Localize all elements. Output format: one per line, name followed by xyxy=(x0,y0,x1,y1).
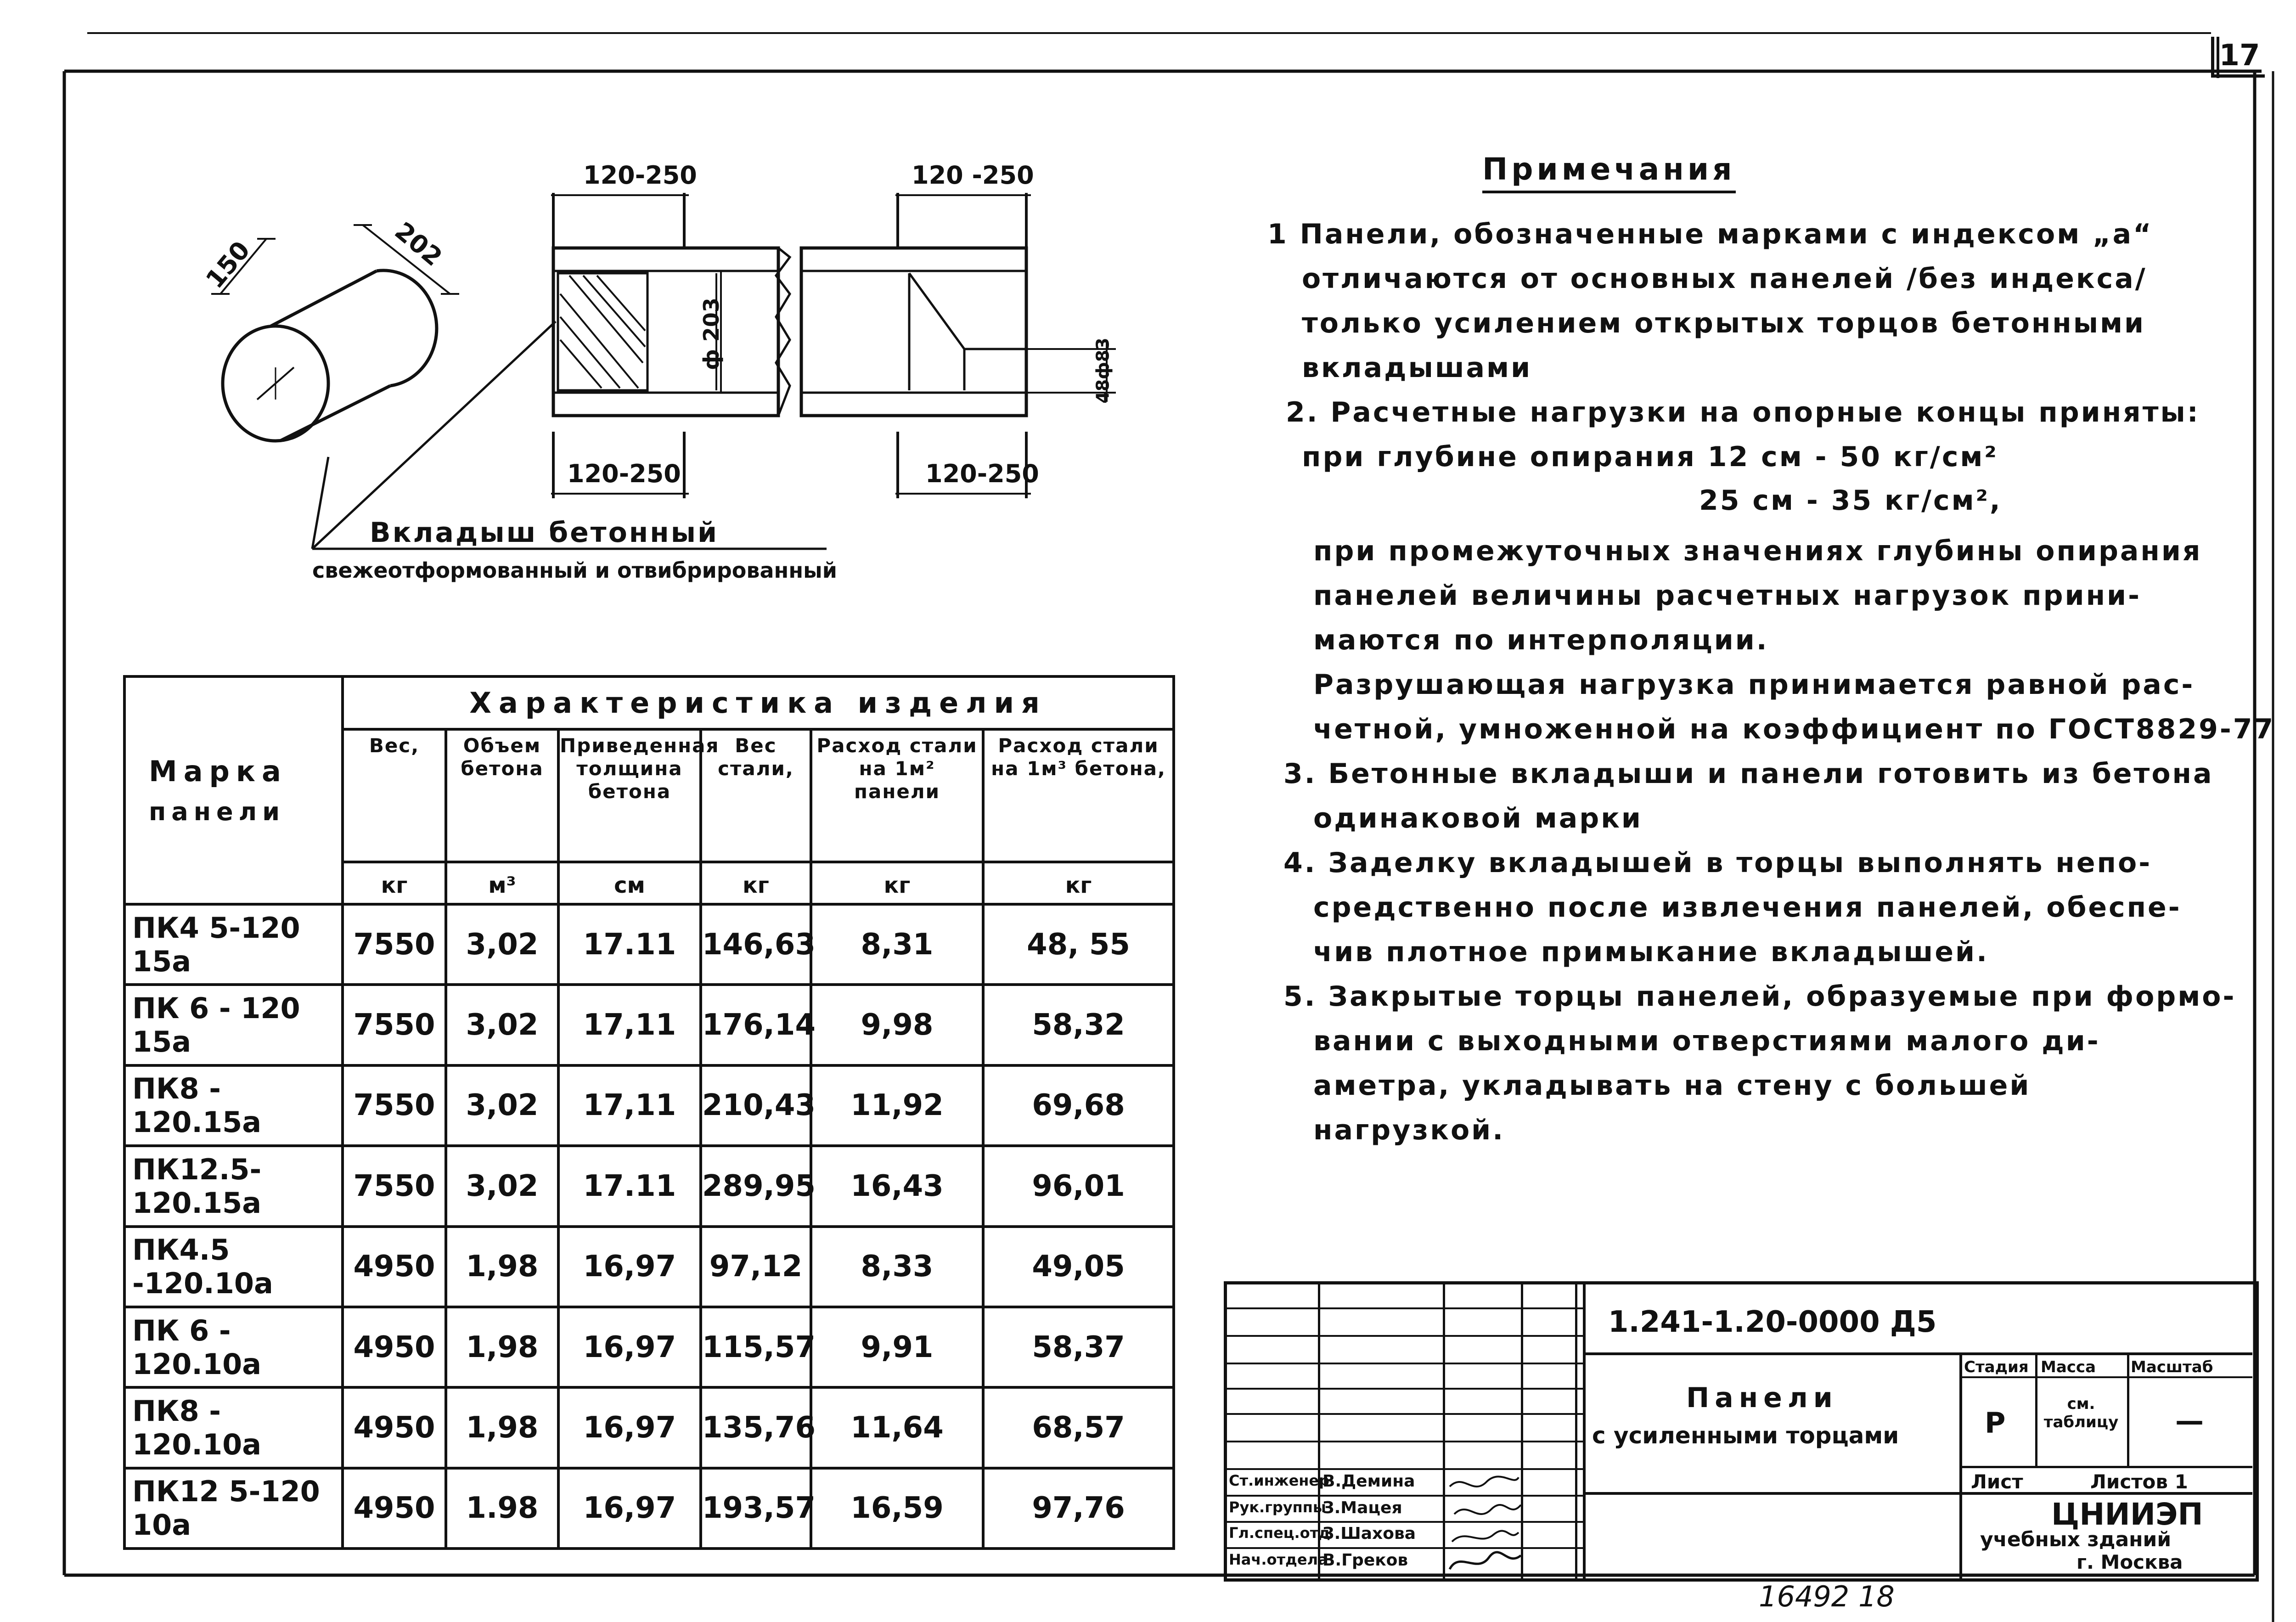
org-line3: г. Москва xyxy=(2077,1551,2183,1573)
note-line: вании с выходными отверстиями малого ди- xyxy=(1313,1025,2100,1057)
note-line: аметра, укладывать на стену с большей xyxy=(1313,1070,2031,1102)
col-label: Расход стали на 1м³ бетона, xyxy=(983,729,1174,862)
note-line: 1 Панели, обозначенные марками с индексом „а“ xyxy=(1267,218,2153,250)
cell: 69,68 xyxy=(983,1065,1174,1146)
note-line: отличаются от основных панелей /без индекса/ xyxy=(1302,263,2147,295)
cell: 96,01 xyxy=(983,1146,1174,1226)
signature-name: В.Демина xyxy=(1322,1472,1415,1491)
signature-scribbles xyxy=(1445,1468,1523,1578)
cell: 7550 xyxy=(343,985,446,1065)
note-line: нагрузкой. xyxy=(1313,1114,1505,1146)
note-line: средственно после извлечения панелей, обеспе- xyxy=(1313,891,2182,924)
cell: 97,12 xyxy=(701,1227,811,1307)
note-line: панелей величины расчетных нагрузок прини- xyxy=(1313,580,2141,612)
panel-mark: ПК12.5-120.15а xyxy=(124,1146,343,1226)
insert-caption-line1: Вкладыш бетонный xyxy=(370,517,719,549)
cell: 9,91 xyxy=(811,1307,983,1387)
cell: 58,37 xyxy=(983,1307,1174,1387)
cell: 16,97 xyxy=(558,1227,701,1307)
table-row xyxy=(124,1065,1174,1146)
col-unit: кг xyxy=(811,862,983,904)
title-line2: с усиленными торцами xyxy=(1592,1422,1899,1449)
cell: 16,97 xyxy=(558,1307,701,1387)
cell: 4950 xyxy=(343,1227,446,1307)
cell: 4950 xyxy=(343,1468,446,1549)
col-unit: м³ xyxy=(446,862,558,904)
col-label: Вес, xyxy=(343,729,446,862)
notes-title: Примечания xyxy=(1482,152,1736,193)
insert-caption-line2: свежеотформованный и отвибрированный xyxy=(312,558,837,583)
scale-value: — xyxy=(2175,1404,2204,1437)
cell: 146,63 xyxy=(701,904,811,985)
col-label: Вес стали, xyxy=(701,729,811,862)
table-row xyxy=(124,1307,1174,1387)
stage-label: Стадия xyxy=(1964,1358,2029,1376)
cell: 11,64 xyxy=(811,1387,983,1468)
panel-mark: ПК4.5 -120.10а xyxy=(124,1227,343,1307)
group-header: Характеристика изделия xyxy=(343,676,1174,729)
note-line: 2. Расчетные нагрузки на опорные концы приняты: xyxy=(1286,396,2200,428)
table-row xyxy=(124,1227,1174,1307)
col-unit: см xyxy=(558,862,701,904)
col-unit: кг xyxy=(701,862,811,904)
cell: 8,33 xyxy=(811,1227,983,1307)
col-label: Расход стали на 1м² панели xyxy=(811,729,983,862)
cell: 176,14 xyxy=(701,985,811,1065)
cell: 115,57 xyxy=(701,1307,811,1387)
signature-role: Рук.группы xyxy=(1229,1498,1326,1516)
cell: 135,76 xyxy=(701,1387,811,1468)
cell: 1.98 xyxy=(446,1468,558,1549)
dim-small-hole-label: 48ф83 xyxy=(1092,338,1113,404)
table-row xyxy=(124,1468,1174,1549)
cell: 9,98 xyxy=(811,985,983,1065)
cell: 58,32 xyxy=(983,985,1174,1065)
cell: 68,57 xyxy=(983,1387,1174,1468)
archive-number: 16492 18 xyxy=(1759,1580,1895,1613)
note-line: 3. Бетонные вкладыши и панели готовить из бетона xyxy=(1283,758,2214,790)
cell: 3,02 xyxy=(446,1065,558,1146)
table-header-row xyxy=(124,676,1174,729)
signature-role: Гл.спец.отд xyxy=(1229,1524,1331,1542)
table-row xyxy=(124,1146,1174,1226)
dim-top-left: 120-250 xyxy=(583,161,697,190)
panel-mark: ПК12 5-120 10а xyxy=(124,1468,343,1549)
table-row xyxy=(124,1387,1174,1468)
cell: 16,43 xyxy=(811,1146,983,1226)
panel-section-left xyxy=(553,248,790,416)
panel-mark: ПК4 5-120 15а xyxy=(124,904,343,985)
org-line2: учебных зданий xyxy=(1980,1528,2172,1551)
cell: 1,98 xyxy=(446,1307,558,1387)
panel-mark: ПК 6 - 120.10а xyxy=(124,1307,343,1387)
note-line: при промежуточных значениях глубины опирания xyxy=(1313,535,2202,567)
dim-hole-label: ф 203 xyxy=(698,298,724,370)
sheets-label: Листов 1 xyxy=(2090,1470,2188,1493)
panel-mark: ПК8 - 120.10а xyxy=(124,1387,343,1468)
note-line: 5. Закрытые торцы панелей, образуемые при формо- xyxy=(1283,980,2236,1013)
note-line: 25 см - 35 кг/см², xyxy=(1699,484,2002,517)
mass-label: Масса xyxy=(2041,1358,2096,1376)
dim-bottom-left: 120-250 xyxy=(567,459,681,488)
note-line: четной, умноженной на коэффициент по ГОСТ8829-77 xyxy=(1313,713,2275,745)
cell: 289,95 xyxy=(701,1146,811,1226)
cell: 3,02 xyxy=(446,985,558,1065)
cell: 16,97 xyxy=(558,1468,701,1549)
panel-mark: ПК8 - 120.15а xyxy=(124,1065,343,1146)
sheet-label: Лист xyxy=(1971,1470,2023,1493)
table-row xyxy=(124,985,1174,1065)
stage-value: Р xyxy=(1985,1406,2006,1440)
cell: 7550 xyxy=(343,904,446,985)
cell: 7550 xyxy=(343,1065,446,1146)
panel-section-drawing xyxy=(0,0,1176,606)
cell: 8,31 xyxy=(811,904,983,985)
note-line: одинаковой марки xyxy=(1313,802,1643,834)
signature-name: З.Мацея xyxy=(1322,1498,1402,1517)
col-label: Объем бетона xyxy=(446,729,558,862)
cell: 11,92 xyxy=(811,1065,983,1146)
signature-role: Нач.отдела xyxy=(1229,1551,1328,1568)
cylinder-diameter-label: 150 xyxy=(200,236,256,294)
cell: 4950 xyxy=(343,1387,446,1468)
mark-header-line1: Марка xyxy=(149,755,287,788)
signature-name: З.Шахова xyxy=(1322,1524,1416,1543)
note-line: вкладышами xyxy=(1302,352,1532,384)
mass-value: см. таблицу xyxy=(2043,1395,2119,1431)
panel-mark: ПК 6 - 120 15а xyxy=(124,985,343,1065)
cell: 17.11 xyxy=(558,1146,701,1226)
note-line: чив плотное примыкание вкладышей. xyxy=(1313,936,1989,968)
cell: 48, 55 xyxy=(983,904,1174,985)
signature-name: В.Греков xyxy=(1322,1551,1408,1570)
note-line: 4. Заделку вкладышей в торцы выполнять непо- xyxy=(1283,847,2152,879)
cylinder-length-label: 202 xyxy=(389,216,448,272)
cell: 17,11 xyxy=(558,985,701,1065)
cell: 97,76 xyxy=(983,1468,1174,1549)
table-row xyxy=(124,904,1174,985)
signature-role: Ст.инженер xyxy=(1229,1472,1329,1489)
org-name: ЦНИИЭП xyxy=(2051,1497,2203,1532)
cell: 193,57 xyxy=(701,1468,811,1549)
cell: 4950 xyxy=(343,1307,446,1387)
mark-header xyxy=(124,676,343,904)
table-body xyxy=(124,904,1174,1549)
cell: 3,02 xyxy=(446,904,558,985)
cell: 7550 xyxy=(343,1146,446,1226)
page-number: 17 xyxy=(2211,37,2265,78)
note-line: маются по интерполяции. xyxy=(1313,624,1769,656)
cell: 17.11 xyxy=(558,904,701,985)
panel-section-right xyxy=(801,248,1026,416)
dim-top-right: 120 -250 xyxy=(912,161,1034,190)
col-unit: кг xyxy=(343,862,446,904)
col-unit: кг xyxy=(983,862,1174,904)
title-line1: Панели xyxy=(1686,1382,1838,1414)
title-block xyxy=(1224,1281,2259,1582)
cell: 3,02 xyxy=(446,1146,558,1226)
col-label: Приведенная толщина бетона xyxy=(558,729,701,862)
note-line: только усилением открытых торцов бетонными xyxy=(1302,307,2146,339)
document-code: 1.241-1.20-0000 Д5 xyxy=(1608,1305,1937,1339)
note-line: Разрушающая нагрузка принимается равной рас- xyxy=(1313,669,2195,701)
cell: 17,11 xyxy=(558,1065,701,1146)
cell: 1,98 xyxy=(446,1227,558,1307)
cell: 210,43 xyxy=(701,1065,811,1146)
dim-bottom-right: 120-250 xyxy=(925,459,1039,488)
cell: 16,97 xyxy=(558,1387,701,1468)
cell: 1,98 xyxy=(446,1387,558,1468)
cell: 49,05 xyxy=(983,1227,1174,1307)
note-line: при глубине опирания 12 см - 50 кг/см² xyxy=(1302,441,1998,473)
scale-label: Масштаб xyxy=(2131,1358,2213,1376)
cell: 16,59 xyxy=(811,1468,983,1549)
product-characteristics-table xyxy=(123,675,1175,1550)
mark-header-line2: панели xyxy=(149,797,286,827)
